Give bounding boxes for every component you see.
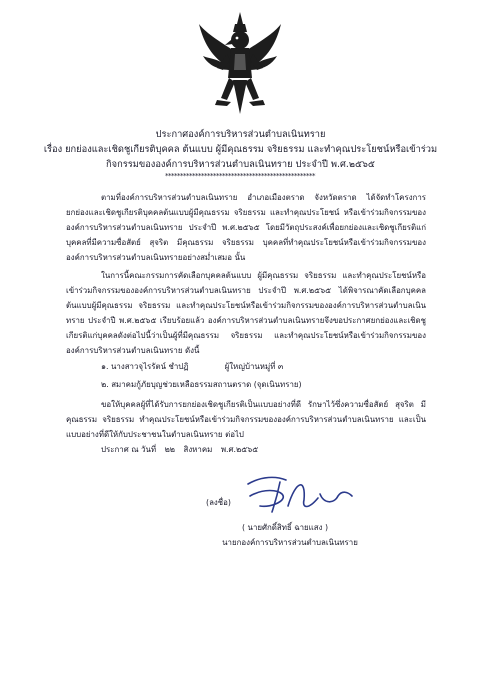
announce-year: พ.ศ.๒๕๖๕ [220,445,259,454]
announce-month: สิงหาคม [183,445,213,454]
announce-prefix: ประกาศ ณ วันที่ [101,445,157,454]
handwritten-signature [242,470,362,520]
garuda-emblem [197,10,283,118]
separator-line: ************************************************** [165,172,315,180]
announcement-subject-cont: กิจกรรมขององค์การบริหารส่วนตำบลเนินทราย ประจำปี พ.ศ.๒๕๖๕ [106,159,375,170]
honoree-item-2: ๒. สมาคมกู้ภัยบุญช่วยเหลือธรรมสถานตราด (จุดเนินทราย) [101,380,302,389]
paragraph-selection: ในการนี้คณะกรรมการคัดเลือกบุคคลต้นแบบ ผู้มีคุณธรรม จริยธรรม และทำคุณประโยชน์หรือเข้าร่วมกิจกรรมขององค์การบริหารส่วนตำบลเนินทราย ประจำปี พ.ศ.๒๕๖๕ ได้พิจารณาคัดเลือกบุคคลต้นแบบผู้มีคุณธรรม จริยธรรม และทำคุณประโยชน์หรือเข้าร่วมกิจกรรมขององค์การบริหารส่วนตำบลเนินทราย ประจำปี พ.ศ.๒๕๖๕ เรียบร้อยแล้ว องค์การบริหารส่วนตำบลเนินทรายจึงขอประกาศยกย่องและเชิดชูเกียรติแก่บุคคลดังต่อไปนี้ว่าเป็นผู้ที่มีคุณธรรม จริยธรรม และทำคุณประโยชน์หรือเข้าร่วมกิจกรรมขององค์การบริหารส่วนตำบลเนินทราย ดังนี้ [66,271,426,355]
honoree-name: ๑. นางสาวจุไรรัตน์ ชำปฏิ [101,362,189,371]
announce-date [101,444,264,456]
signature-label: (ลงชื่อ) [206,498,231,507]
honoree-position: ผู้ใหญ่บ้านหมู่ที่ ๓ [224,362,284,371]
paragraph-background: ตามที่องค์การบริหารส่วนตำบลเนินทราย อำเภอเมืองตราด จังหวัดตราด ได้จัดทำโครงการยกย่องและเชิดชูเกียรติบุคคลต้นแบบผู้มีคุณธรรม จริยธรรม และทำคุณประโยชน์ หรือเข้าร่วมกิจกรรมขององค์การบริหารส่วนตำบลเนินทราย ประจำปี พ.ศ.๒๕๖๕ โดยมีวัตถุประสงค์เพื่อยกย่องและเชิดชูเกียรติแก่บุคคลที่มีความซื่อสัตย์ สุจริต มีคุณธรรม จริยธรรม บุคคลที่ทำคุณประโยชน์หรือเข้าร่วมกิจกรรมขององค์การบริหารส่วนตำบลเนินทรายอย่างสม่ำเสมอ นั้น [66,193,426,262]
announce-day: ๒๒ [164,445,175,454]
announcement-subject: เรื่อง ยกย่องและเชิดชูเกียรติบุคคล ต้นแบบ ผู้มีคุณธรรม จริยธรรม และทำคุณประโยชน์หรือเข้าร่วม [43,144,438,155]
paragraph-closing: ขอให้บุคคลผู้ที่ได้รับการยกย่องเชิดชูเกียรติเป็นแบบอย่างที่ดี รักษาไว้ซึ่งความซื่อสัตย์ สุจริต มีคุณธรรม จริยธรรม ทำคุณประโยชน์หรือเข้าร่วมกิจกรรมขององค์การบริหารส่วนตำบลเนินทราย และเป็นแบบอย่างที่ดีให้กับประชาชนในตำบลเนินทราย ต่อไป [66,400,426,439]
signatory-name: ( นายศักดิ์สิทธิ์ ฉายแสง ) [241,523,329,532]
honoree-item-1 [101,359,283,374]
signatory-position: นายกองค์การบริหารส่วนตำบลเนินทราย [222,538,358,547]
announcement-heading: ประกาศองค์การบริหารส่วนตำบลเนินทราย [155,129,326,140]
